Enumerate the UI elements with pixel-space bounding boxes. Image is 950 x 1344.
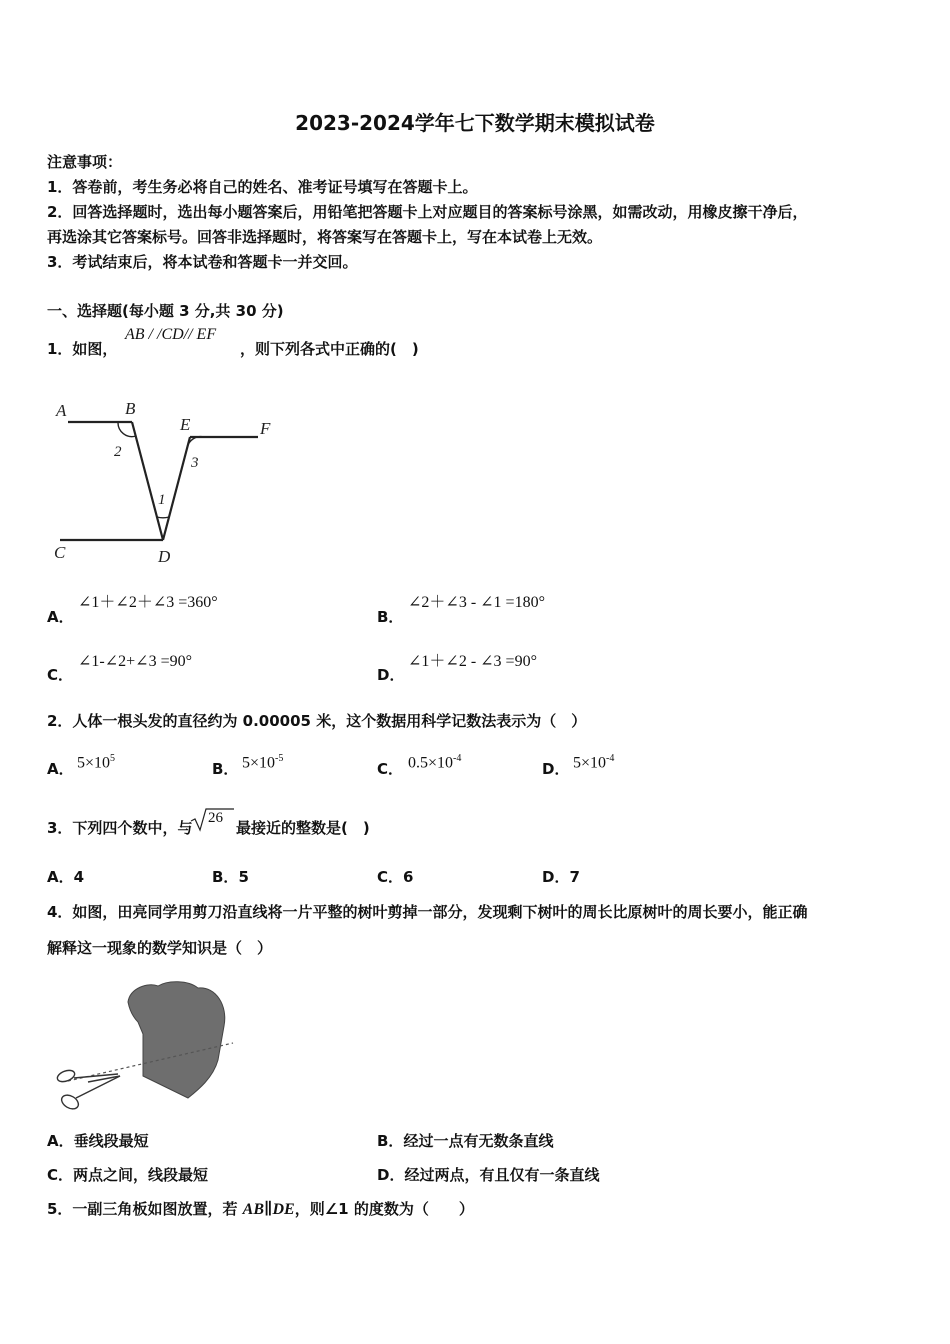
q1-suffix: ，则下列各式中正确的( ) xyxy=(240,340,419,358)
fig-label-a: A xyxy=(56,401,67,420)
q3-option-c: C．6 xyxy=(377,868,414,886)
q1-option-b-label: B． xyxy=(377,608,404,626)
q3-prefix: 3．下列四个数中，与 xyxy=(47,819,193,837)
q1-option-d-label: D． xyxy=(377,666,405,684)
q1-prefix: 1．如图， xyxy=(47,340,118,358)
q3-suffix: 最接近的整数是( ) xyxy=(236,819,370,837)
q1-option-a: ∠1＋∠2＋∠3 =360° xyxy=(78,594,218,611)
q4-line-2: 解释这一现象的数学知识是（ ） xyxy=(47,939,273,957)
q4-line-1: 4．如图，田亮同学用剪刀沿直线将一片平整的树叶剪掉一部分，发现剩下树叶的周长比原树叶的周长要小，能正确 xyxy=(47,903,808,921)
notice-line-2b: 再选涂其它答案标号。回答非选择题时，将答案写在答题卡上，写在本试卷上无效。 xyxy=(47,228,603,246)
fig-label-b: B xyxy=(125,399,136,418)
q2-option-d-label: D． xyxy=(542,760,570,778)
q2-text: 2．人体一根头发的直径约为 0.00005 米，这个数据用科学记数法表示为（ ） xyxy=(47,712,587,730)
notice-line-2a: 2．回答选择题时，选出每小题答案后，用铅笔把答题卡上对应题目的答案标号涂黑，如需改动，用橡皮擦干净后， xyxy=(47,203,808,221)
q3-option-a: A．4 xyxy=(47,868,85,886)
q1-figure xyxy=(50,392,280,567)
fig-label-e: E xyxy=(180,415,191,434)
fig-label-d: D xyxy=(158,547,171,566)
q1-formula: AB / /CD// EF xyxy=(125,326,217,343)
q4-option-b: B．经过一点有无数条直线 xyxy=(377,1132,554,1150)
q1-option-c: ∠1-∠2+∠3 =90° xyxy=(78,653,192,670)
notice-heading: 注意事项： xyxy=(47,153,123,171)
fig-label-3: 3 xyxy=(191,455,199,471)
q5-text: 5．一副三角板如图放置，若 AB∥DE，则∠1 的度数为（ ） xyxy=(47,1200,474,1218)
q2-option-a-label: A． xyxy=(47,760,74,778)
q2-option-b: $5\times 10^{-5}$ xyxy=(242,753,284,772)
notice-line-3: 3．考试结束后，将本试卷和答题卡一并交回。 xyxy=(47,253,358,271)
q2-option-d: $5\times 10^{-4}$ xyxy=(573,753,615,772)
q2-option-c: $0.5\times 10^{-4}$ xyxy=(408,753,462,772)
q4-option-d: D．经过两点，有且仅有一条直线 xyxy=(377,1166,600,1184)
page-title: 2023-2024学年七下数学期末模拟试卷 xyxy=(295,111,655,135)
q4-option-c: C．两点之间，线段最短 xyxy=(47,1166,209,1184)
fig-label-1: 1 xyxy=(158,492,166,508)
q1-option-a-label: A． xyxy=(47,608,74,626)
q4-option-a: A．垂线段最短 xyxy=(47,1132,149,1150)
fig-label-c: C xyxy=(54,543,66,562)
q1-option-c-label: C． xyxy=(47,666,74,684)
q1-option-d: ∠1＋∠2 - ∠3 =90° xyxy=(408,653,537,670)
q2-option-b-label: B． xyxy=(212,760,239,778)
fig-label-f: F xyxy=(260,419,271,438)
q2-option-c-label: C． xyxy=(377,760,404,778)
section-heading: 一、选择题(每小题 3 分,共 30 分) xyxy=(47,302,284,320)
q3-option-d: D．7 xyxy=(542,868,580,886)
notice-line-1: 1．答卷前，考生务必将自己的姓名、准考证号填写在答题卡上。 xyxy=(47,178,478,196)
fig-label-2: 2 xyxy=(114,444,122,460)
scissors-icon xyxy=(56,1068,120,1111)
leaf-shape xyxy=(128,982,225,1098)
q1-option-b: ∠2＋∠3 - ∠1 =180° xyxy=(408,594,545,611)
q2-option-a: $5\times 10^5$ xyxy=(77,753,116,772)
leaf-scissors-figure xyxy=(48,978,238,1118)
q3-radicand: 26 xyxy=(208,810,223,826)
q3-option-b: B．5 xyxy=(212,868,249,886)
